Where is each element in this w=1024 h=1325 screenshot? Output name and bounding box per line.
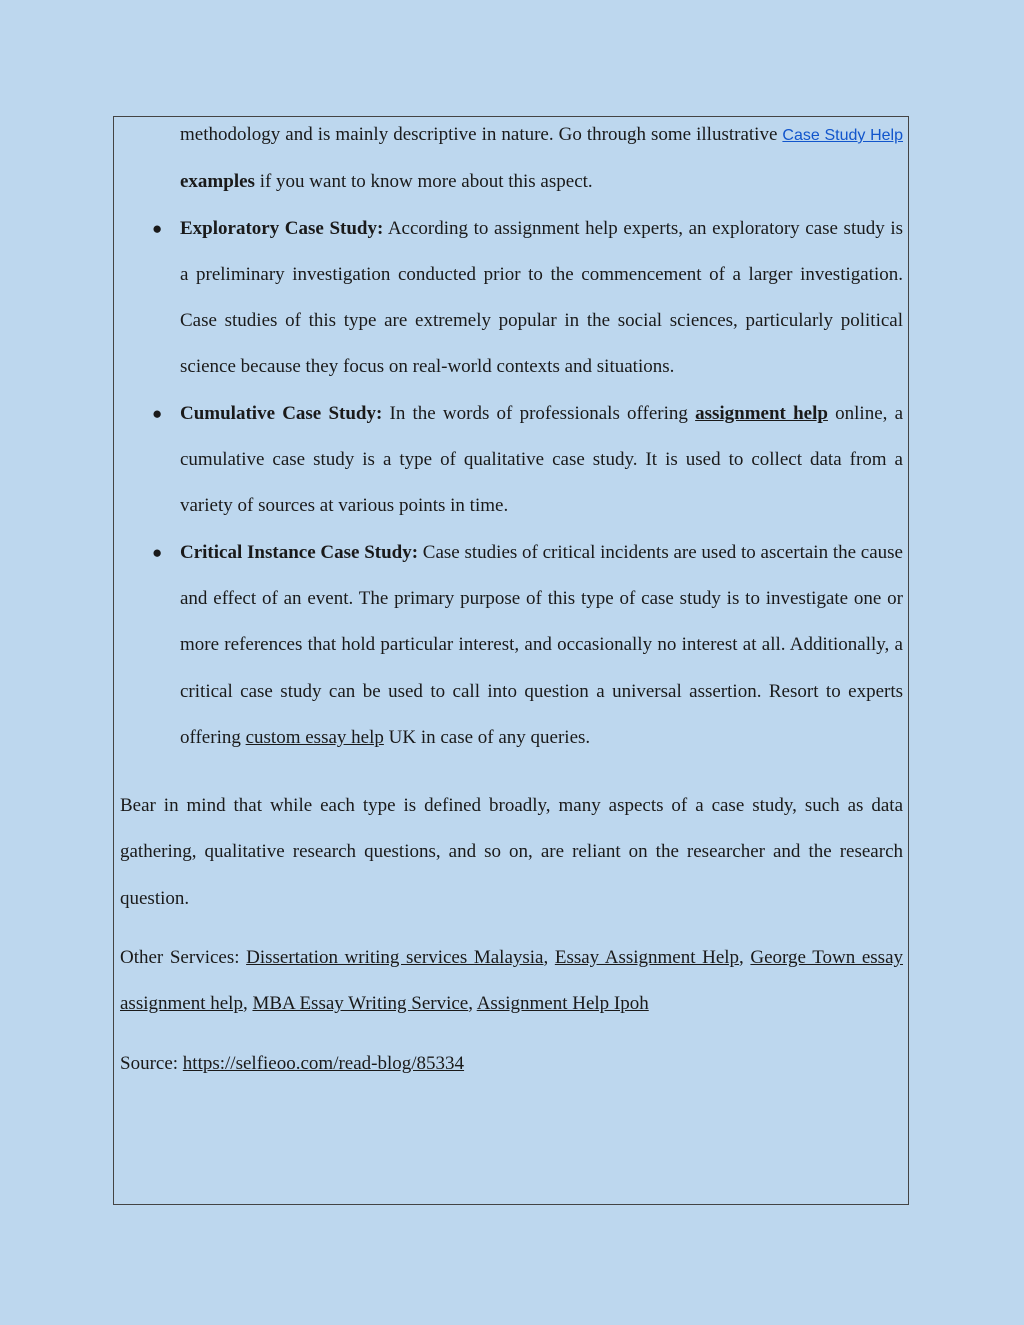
intro-text-end: if you want to know more about this aspect. (254, 171, 593, 193)
bullet-text-end: UK in case of any queries. (383, 726, 591, 748)
summary-paragraph: Bear in mind that while each type is defined broadly, many aspects of a case study, such as data gathering, qualitative research questions, and so on, are reliant on the researcher and the research question. (120, 795, 903, 909)
bullet-title: Exploratory Case Study: (180, 217, 384, 239)
list-item-critical-instance (120, 530, 903, 761)
bullet-icon: ● (152, 403, 163, 423)
list-item-cumulative (120, 391, 903, 530)
service-link-mba-essay[interactable]: MBA Essay Writing Service (252, 993, 469, 1015)
assignment-help-link[interactable] (695, 403, 828, 424)
service-link-ipoh[interactable]: Assignment Help Ipoh (476, 993, 649, 1015)
bullet-text-end: online, a cumulative case study is a type of qualitative case study. It is used to collect data from a variety of sources at various points in time. (180, 402, 904, 517)
bullet-icon: ● (152, 542, 163, 562)
custom-essay-help-link[interactable]: custom essay help (245, 726, 384, 748)
case-study-types-list (120, 206, 903, 762)
other-services-paragraph (120, 935, 903, 1028)
separator: , (543, 947, 555, 969)
service-link-essay-assignment[interactable]: Essay Assignment Help (554, 947, 740, 969)
separator: , (468, 993, 477, 1015)
intro-text: methodology and is mainly descriptive in nature. Go through some illustrative (180, 124, 783, 145)
list-item-exploratory (120, 206, 903, 391)
bullet-text: In the words of professionals offering (382, 402, 696, 424)
bullet-title: Critical Instance Case Study: (180, 541, 419, 563)
bullet-text: According to assignment help experts, an exploratory case study is a preliminary investigation conducted prior to the commencement of a larger investigation. Case studies of this type are extremely popular in the social sciences, particularly political science because they focus on real-world contexts and situations. (180, 217, 903, 378)
source-label: Source: (120, 1052, 183, 1074)
case-study-help-link[interactable]: Case Study Help (782, 127, 904, 144)
other-services-label: Other Services: (120, 947, 247, 969)
service-link-george-town[interactable]: George Town essay assignment help (120, 947, 903, 1015)
separator: , (242, 993, 253, 1015)
source-paragraph (120, 1041, 903, 1087)
assignment-help-link-text: assignment help (695, 402, 828, 424)
service-link-dissertation[interactable]: Dissertation writing services Malaysia (246, 947, 544, 969)
bullet-title: Cumulative Case Study: (180, 402, 383, 424)
separator: , (739, 947, 751, 969)
bullet-icon: ● (152, 218, 163, 238)
document-body (120, 112, 903, 1087)
intro-paragraph (120, 112, 903, 206)
intro-bold: examples (180, 171, 255, 193)
bullet-text: Case studies of critical incidents are used to ascertain the cause and effect of an event. The primary purpose of this type of case study is to investigate one or more references that hold particular interest, and occasionally no interest at all. Additionally, a critical case study can be used to call into question a universal assertion. Resort to experts offering (180, 541, 903, 748)
source-url-link[interactable]: https://selfieoo.com/read-blog/85334 (182, 1052, 465, 1074)
